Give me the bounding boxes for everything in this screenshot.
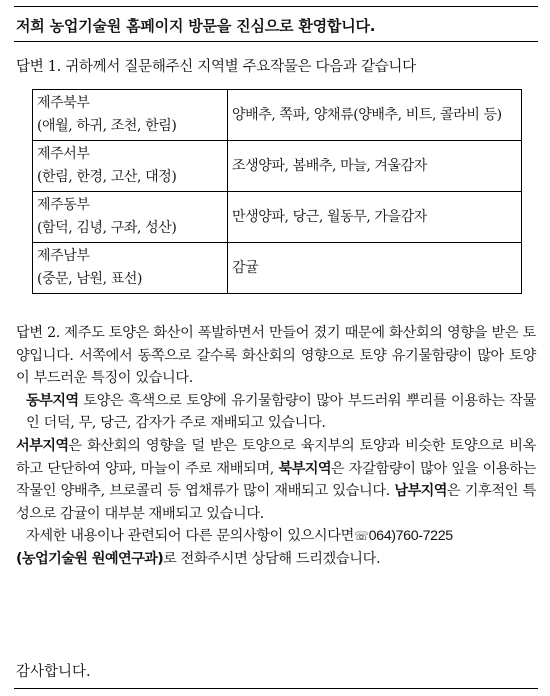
top-rule xyxy=(14,6,538,7)
regions-paragraph xyxy=(16,435,536,525)
contact-department-line xyxy=(16,548,536,571)
contact-paragraph xyxy=(16,525,536,548)
east-text: 토양은 흑색으로 토양에 유기물함량이 많아 부드러워 뿌리를 이용하는 작물인 더덕, 무, 당근, 감자가 주로 재배되고 있습니다. xyxy=(26,392,536,432)
crops-table xyxy=(32,89,522,294)
table-row xyxy=(33,141,522,192)
region-cell xyxy=(33,90,228,141)
north-label: 북부지역 xyxy=(278,460,331,477)
region-name: 제주서부 xyxy=(37,146,90,162)
table-row xyxy=(33,90,522,141)
table-row xyxy=(33,243,522,294)
south-label: 남부지역 xyxy=(394,483,447,500)
south-text: 은 기후적인 특성으로 감귤이 대부분 재배되고 있습니다. xyxy=(16,483,537,522)
department-name: (농업기술원 원예연구과) xyxy=(16,550,164,567)
crops-cell: 감귤 xyxy=(228,243,522,294)
thanks-text: 감사합니다. xyxy=(16,664,91,680)
crops-cell: 양배추, 쪽파, 양채류(양배추, 비트, 콜라비 등) xyxy=(228,90,522,141)
answer2-intro: 답변 2. 제주도 토양은 화산이 폭발하면서 만들어 졌기 때문에 화산회의 영향을 받은 토양입니다. 서쪽에서 동쪽으로 갈수록 화산회의 영향으로 토양 유기물함량이 많아 토양이 부드러운 특징이 있습니다. xyxy=(16,325,536,387)
table-row xyxy=(33,192,522,243)
region-name: 제주동부 xyxy=(37,197,90,213)
north-text: 은 자갈함량이 많아 잎을 이용하는 작물인 양배추, 브로콜리 등 엽채류가 많이 재배되고 있습니다. xyxy=(16,460,536,500)
west-label: 서부지역 xyxy=(16,437,69,454)
contact-closing: 로 전화주시면 상담해 드리겠습니다. xyxy=(163,550,381,567)
region-areas: (함덕, 김녕, 구좌, 성산) xyxy=(37,220,177,236)
greeting-heading: 저희 농업기술원 홈페이지 방문을 진심으로 환영합니다. xyxy=(16,17,376,35)
answer2-paragraph xyxy=(16,322,536,571)
region-areas: (애월, 하귀, 조천, 한림) xyxy=(37,118,177,134)
region-cell xyxy=(33,243,228,294)
west-text: 은 화산회의 영향을 덜 받은 토양으로 육지부의 토양과 비슷한 토양으로 비옥하고 단단하여 양파, 마늘이 주로 재배되며, xyxy=(16,437,536,477)
region-name: 제주남부 xyxy=(37,248,90,264)
region-name: 제주북부 xyxy=(37,95,90,111)
greeting-rule xyxy=(14,41,538,42)
contact-text: 자세한 내용이나 관련되어 다른 문의사항이 있으시다면 xyxy=(26,528,354,545)
region-cell xyxy=(33,192,228,243)
region-cell xyxy=(33,141,228,192)
bottom-rule xyxy=(14,688,538,689)
phone-number: 064)760-7225 xyxy=(368,528,453,545)
east-label: 동부지역 xyxy=(26,392,79,409)
east-paragraph xyxy=(16,390,536,435)
crops-cell: 만생양파, 당근, 월동무, 가을감자 xyxy=(228,192,522,243)
region-areas: (한림, 한경, 고산, 대정) xyxy=(37,169,177,185)
answer1-text: 답변 1. 귀하께서 질문해주신 지역별 주요작물은 다음과 같습니다 xyxy=(16,59,416,75)
telephone-icon: ☏ xyxy=(353,529,369,544)
region-areas: (중문, 남원, 표선) xyxy=(37,271,143,287)
crops-cell: 조생양파, 봄배추, 마늘, 겨울감자 xyxy=(228,141,522,192)
